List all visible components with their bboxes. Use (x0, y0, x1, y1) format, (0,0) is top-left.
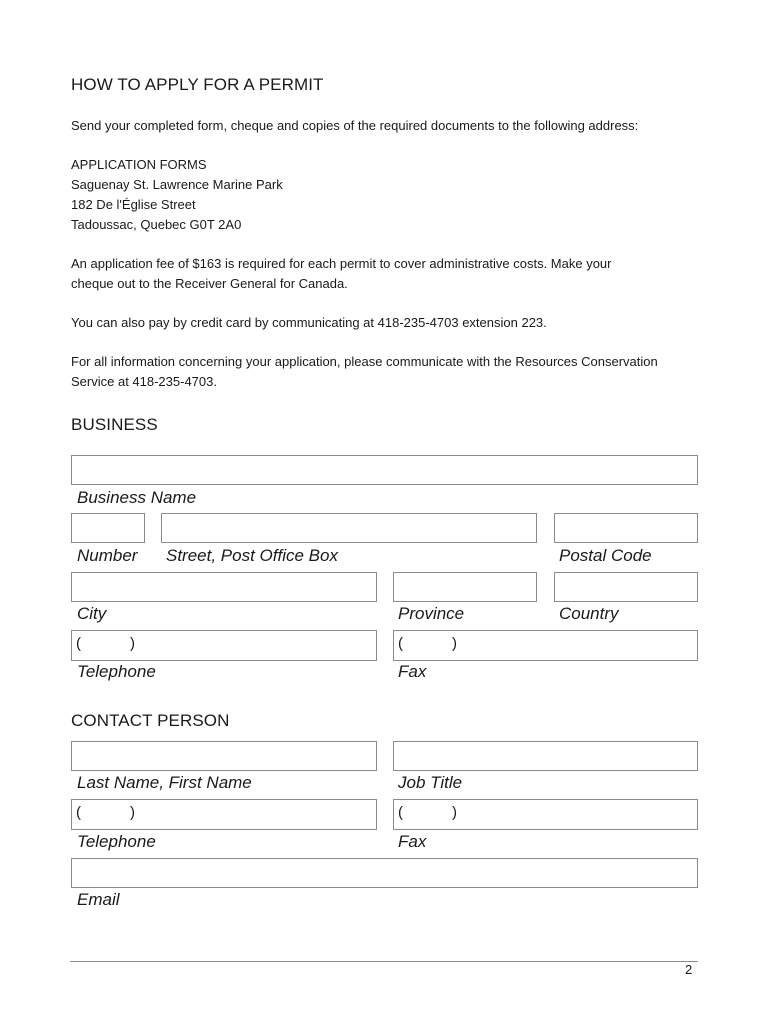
business-fax-label: Fax (398, 662, 427, 681)
country-label: Country (559, 604, 619, 623)
contact-heading: CONTACT PERSON (71, 711, 230, 730)
business-fax-field[interactable] (393, 630, 698, 661)
area-code-open-paren: ( (398, 804, 403, 821)
area-code-close-paren: ) (452, 804, 457, 821)
info-paragraph (71, 352, 699, 392)
address-line: APPLICATION FORMS (71, 157, 207, 172)
contact-fax-field[interactable] (393, 799, 698, 830)
credit-card-text: You can also pay by credit card by communicating at 418-235-4703 extension 223. (71, 315, 547, 330)
fee-paragraph (71, 254, 681, 294)
number-field[interactable] (71, 513, 145, 543)
postal-code-label: Postal Code (559, 546, 652, 565)
info-line: For all information concerning your application, please communicate with the Resources Conservation (71, 354, 658, 369)
job-title-label: Job Title (398, 773, 463, 792)
address-line: 182 De l'Église Street (71, 197, 196, 212)
page-title: HOW TO APPLY FOR A PERMIT (71, 75, 324, 94)
contact-name-field[interactable] (71, 741, 377, 771)
contact-telephone-label: Telephone (77, 832, 156, 851)
business-name-label: Business Name (77, 488, 197, 507)
footer-divider (70, 961, 698, 962)
page-number: 2 (685, 962, 693, 977)
street-field[interactable] (161, 513, 537, 543)
area-code-open-paren: ( (76, 635, 81, 652)
contact-telephone-field[interactable] (71, 799, 377, 830)
number-label: Number (77, 546, 138, 565)
job-title-field[interactable] (393, 741, 698, 771)
business-heading: BUSINESS (71, 415, 158, 434)
street-label: Street, Post Office Box (166, 546, 338, 565)
area-code-close-paren: ) (452, 635, 457, 652)
city-label: City (77, 604, 107, 623)
area-code-close-paren: ) (130, 635, 135, 652)
address-line: Saguenay St. Lawrence Marine Park (71, 177, 283, 192)
email-label: Email (77, 890, 120, 909)
province-label: Province (398, 604, 465, 623)
fee-line: An application fee of $163 is required for each permit to cover administrative costs. Make your (71, 256, 612, 271)
contact-name-label: Last Name, First Name (77, 773, 252, 792)
country-field[interactable] (554, 572, 698, 602)
address-line: Tadoussac, Quebec G0T 2A0 (71, 217, 242, 232)
email-field[interactable] (71, 858, 698, 888)
city-field[interactable] (71, 572, 377, 602)
contact-fax-label: Fax (398, 832, 427, 851)
info-line: Service at 418-235-4703. (71, 374, 217, 389)
area-code-close-paren: ) (130, 804, 135, 821)
address-block (71, 155, 283, 235)
postal-code-field[interactable] (554, 513, 698, 543)
province-field[interactable] (393, 572, 537, 602)
intro-text: Send your completed form, cheque and copies of the required documents to the following address: (71, 118, 639, 133)
business-name-field[interactable] (71, 455, 698, 485)
business-telephone-field[interactable] (71, 630, 377, 661)
fee-line: cheque out to the Receiver General for Canada. (71, 276, 348, 291)
business-telephone-label: Telephone (77, 662, 156, 681)
area-code-open-paren: ( (398, 635, 403, 652)
area-code-open-paren: ( (76, 804, 81, 821)
